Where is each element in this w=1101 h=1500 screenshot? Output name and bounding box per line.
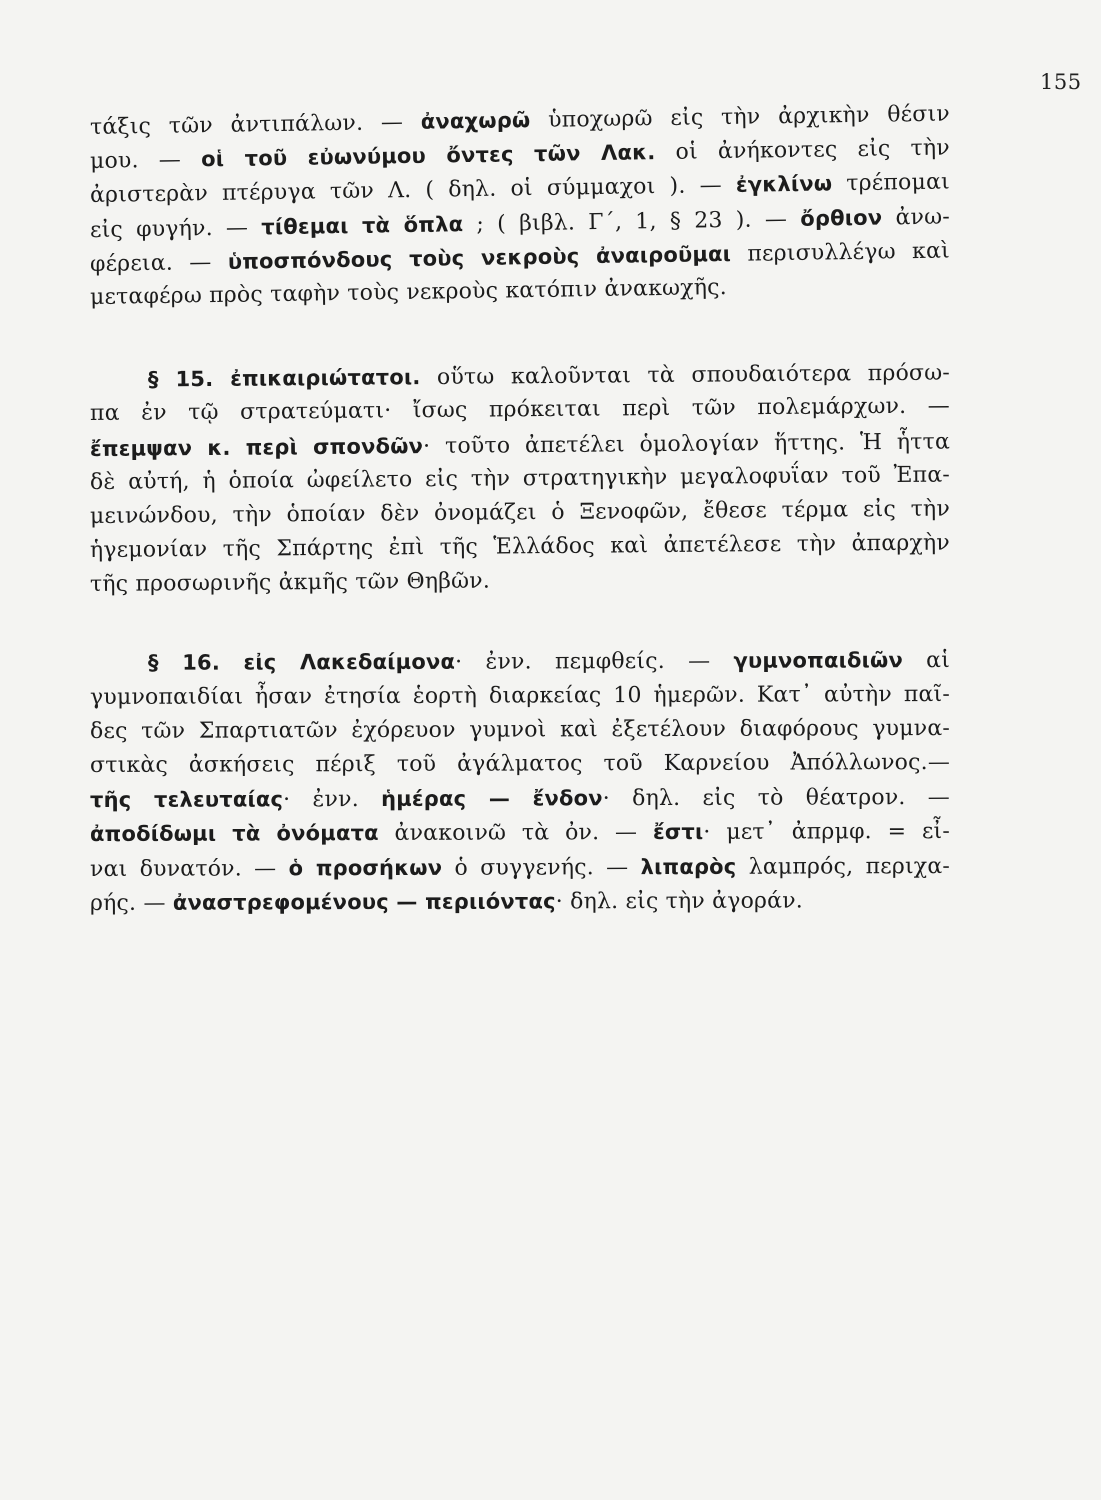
text-segment: πα ἐν τῷ στρατεύματι· ἴσως πρόκειται περὶ τῶν πολεμάρχων. —	[89, 393, 951, 427]
text-segment: λαμπρός, περιχα-	[736, 853, 951, 880]
text-segment: ὑποχωρῶ εἰς τὴν ἀρχικὴν θέσιν	[530, 101, 951, 134]
text-line	[90, 561, 950, 603]
text-line	[90, 849, 950, 886]
paragraph-2	[89, 360, 951, 602]
text-line	[90, 814, 950, 851]
bold-term: ὁ προσήκων	[288, 855, 443, 880]
text-segment: · τοῦτο ἀπετέλει ὁμολογίαν ἥττης. Ἡ ἧττα	[422, 428, 951, 459]
text-segment: στικὰς ἀσκήσεις πέριξ τοῦ ἀγάλματος τοῦ Καρνείου Ἀπόλλωνος.—	[89, 749, 951, 778]
text-segment: γυμνοπαιδίαι ἦσαν ἐτησία ἑορτὴ διαρκείας 10 ἡμερῶν. Κατ᾽ αὐτὴν παῖ-	[89, 681, 951, 710]
bold-term: ὄρθιον	[800, 205, 883, 231]
bold-term: εἰς Λακεδαίμονα	[243, 650, 456, 675]
text-segment: οἱ ἀνήκοντες εἰς τὴν	[655, 135, 951, 166]
bold-term: γυμνοπαιδιῶν	[733, 648, 903, 674]
text-segment: · ἐνν.	[283, 787, 382, 813]
text-segment: · ἐνν. πεμφθείς. —	[455, 649, 734, 676]
page-number: 155	[1040, 70, 1082, 94]
bold-term: § 16.	[147, 650, 244, 676]
bold-term: ἔπεμψαν κ. περὶ σπονδῶν	[89, 433, 424, 461]
text-line	[90, 746, 950, 783]
bold-term: ἐπικαιριώτατοι.	[230, 365, 421, 391]
bold-term: λιπαρὸς	[640, 854, 737, 879]
text-segment: τρέπομαι	[832, 169, 951, 197]
text-segment: ἀνακοινῶ τὰ ὀν. —	[378, 820, 653, 847]
text-segment: ἡγεμονίαν τῆς Σπάρτης ἐπὶ τῆς Ἑλλάδος καὶ ἀπετέλεσε τὴν ἀπαρχὴν	[89, 530, 951, 564]
text-line	[90, 780, 950, 817]
paragraph-3	[90, 646, 950, 920]
text-segment: · δηλ. εἰς τὸ θέατρον. —	[602, 785, 951, 812]
text-segment: · μετ᾽ ἀπρμφ. = εἶ-	[703, 819, 951, 846]
bold-term: ἐγκλίνω	[735, 171, 833, 198]
text-segment: μεινώνδου, τὴν ὁποίαν δὲν ὀνομάζει ὁ Ξενοφῶν, ἔθεσε τέρμα εἰς τὴν	[89, 496, 951, 529]
bold-term: τῆς τελευταίας	[89, 787, 284, 813]
bold-term: ἀναχωρῶ	[420, 108, 531, 134]
text-segment: φέρεια. —	[89, 249, 229, 277]
text-segment: ρής. —	[89, 890, 173, 916]
text-segment: ; ( βιβλ. Γ΄, 1, § 23 ). —	[463, 206, 801, 237]
text-segment: δὲ αὐτή, ἡ ὁποία ὠφείλετο εἰς τὴν στρατηγικὴν μεγαλοφυΐαν τοῦ Ἐπα-	[89, 462, 951, 495]
text-segment: ναι δυνατόν. —	[89, 855, 289, 882]
text-segment: μου. —	[89, 147, 202, 175]
bold-term: ἀναστρεφομένους — περιιόντας	[172, 889, 556, 915]
text-segment: ὁ συγγενής. —	[442, 854, 641, 881]
text-segment: αἱ	[902, 648, 951, 674]
text-segment: οὕτω καλοῦνται τὰ σπουδαιότερα πρόσω-	[420, 360, 951, 391]
text-line	[90, 883, 950, 920]
text-segment: μεταφέρω πρὸς ταφὴν τοὺς νεκροὺς κατόπιν ἀνακωχῆς.	[89, 274, 728, 310]
text-segment: · δηλ. εἰς τὴν ἀγοράν.	[555, 888, 804, 915]
text-segment: εἰς φυγήν. —	[89, 214, 262, 243]
text-segment: ἀριστερὰν πτέρυγα τῶν Λ. ( δηλ. οἱ σύμμαχοι ). —	[89, 173, 737, 209]
text-segment: τῆς προσωρινῆς ἀκμῆς τῶν Θηβῶν.	[89, 568, 491, 598]
text-line	[90, 678, 950, 715]
bold-term: ἔστι	[652, 820, 704, 845]
bold-term: οἱ τοῦ εὐωνύμου ὄντες τῶν Λακ.	[200, 140, 656, 172]
paragraph-1	[89, 101, 951, 315]
text-line	[90, 712, 950, 749]
bold-term: ὑποσπόνδους τοὺς νεκροὺς ἀναιροῦμαι	[227, 241, 732, 274]
bold-term: τίθεμαι τὰ ὅπλα	[261, 211, 464, 239]
text-segment: περισυλλέγω καὶ	[730, 238, 951, 267]
text-segment: ἀνω-	[882, 204, 951, 231]
text-line	[90, 643, 950, 680]
text-body	[89, 101, 951, 920]
bold-term: ἀποδίδωμι τὰ ὀνόματα	[89, 821, 379, 847]
bold-term: § 15.	[147, 366, 231, 392]
text-segment: τάξις τῶν ἀντιπάλων. —	[89, 109, 421, 140]
text-segment: δες τῶν Σπαρτιατῶν ἐχόρευον γυμνοὶ καὶ ἐξετέλουν διαφόρους γυμνα-	[89, 715, 951, 744]
bold-term: ἡμέρας — ἔνδον	[381, 786, 603, 812]
